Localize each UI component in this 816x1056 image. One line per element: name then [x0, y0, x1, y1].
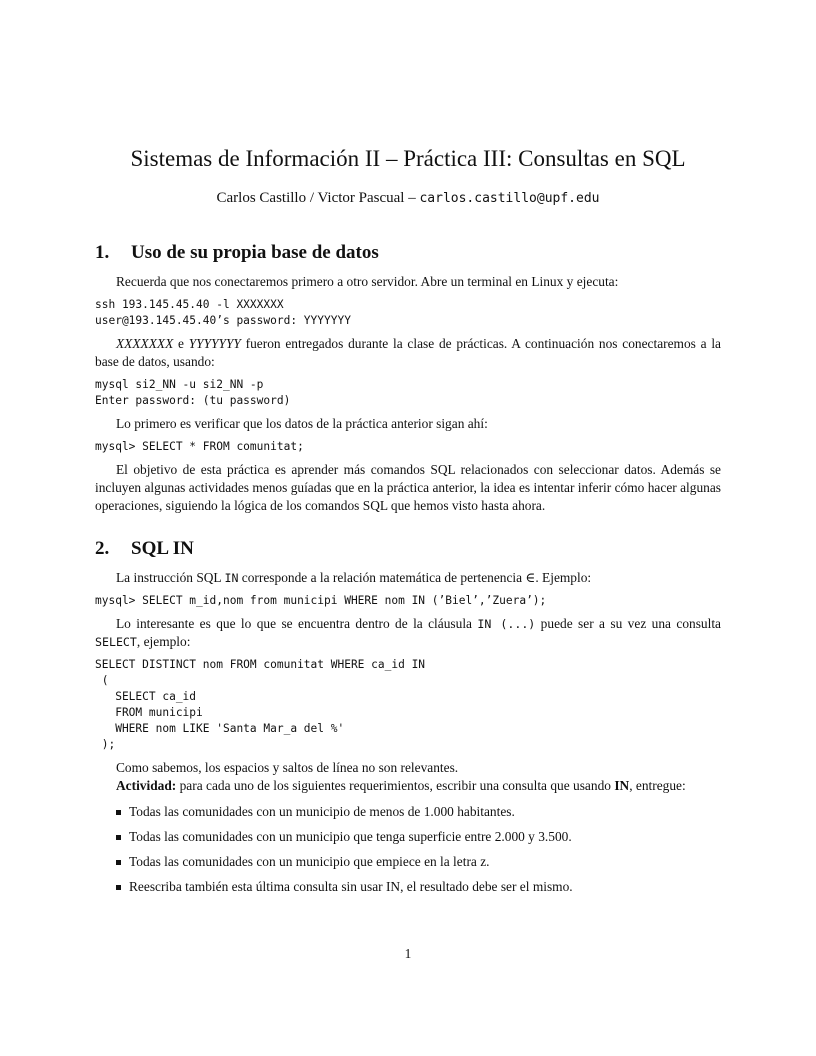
list-item-text: Todas las comunidades con un municipio que tenga superficie entre 2.000 y 3.500. [129, 829, 572, 844]
section-1-paragraph-2 [95, 335, 721, 371]
list-item [95, 853, 721, 871]
section-1-title: Uso de su propia base de datos [131, 242, 379, 263]
text-fragment: fueron entregados durante la clase de prácticas. A continuación nos conectaremos a la base de datos, usando: [95, 336, 721, 369]
text-fragment: La instrucción SQL [116, 570, 225, 585]
document-title: Sistemas de Información II – Práctica III: Consultas en SQL [130, 146, 686, 171]
authors-line [95, 189, 721, 208]
author-email: carlos.castillo@upf.edu [419, 191, 600, 206]
bullet-icon [116, 810, 121, 815]
inline-code: IN (...) [477, 617, 536, 631]
activity-list [95, 803, 721, 896]
list-item-text: Todas las comunidades con un municipio de menos de 1.000 habitantes. [129, 804, 515, 819]
page-number: 1 [404, 946, 412, 961]
activity-paragraph [95, 777, 721, 795]
text-fragment: para cada uno de los siguientes requerimientos, escribir una consulta que usando [176, 778, 615, 793]
code-block-subquery: SELECT DISTINCT nom FROM comunitat WHERE ca_id IN ( SELECT ca_id FROM municipi WHERE nom LIKE 'Santa Mar_a del %' ); [95, 658, 426, 751]
section-2-number: 2. [95, 538, 110, 559]
section-2-paragraph-3: Como sabemos, los espacios y saltos de línea no son relevantes. [116, 760, 459, 775]
list-item-text: Reescriba también esta última consulta sin usar IN, el resultado debe ser el mismo. [129, 879, 573, 894]
inline-code: SELECT [95, 635, 137, 649]
inline-code: IN [224, 571, 239, 585]
activity-label: Actividad: [116, 778, 177, 793]
bullet-icon [116, 885, 121, 890]
document-body [95, 241, 721, 903]
section-1-paragraph-4: El objetivo de esta práctica es aprender más comandos SQL relacionados con seleccionar datos. Además se incluyen algunas actividades menos guíadas que en la práctica anterior, la idea es intentar inferir cómo hacer algunas operaciones, siguiendo la lógica de los comandos SQL que hemos visto hasta ahora. [95, 462, 721, 513]
list-item [95, 878, 721, 896]
section-2-paragraph-1 [95, 569, 721, 587]
section-1-paragraph-3: Lo primero es verificar que los datos de la práctica anterior sigan ahí: [116, 416, 488, 431]
code-block-ssh: ssh 193.145.45.40 -l XXXXXXX user@193.145.45.40’s password: YYYYYYY [95, 298, 351, 327]
text-fragment: , entregue: [629, 778, 686, 793]
text-fragment: e [173, 336, 189, 351]
section-2-heading [95, 537, 721, 561]
text-fragment: puede ser a su vez una consulta [535, 616, 721, 631]
list-item [95, 803, 721, 821]
code-block-in-example: mysql> SELECT m_id,nom from municipi WHERE nom IN (’Biel’,’Zuera’); [95, 594, 547, 607]
activity-bold-in: IN [614, 778, 630, 793]
bullet-icon [116, 860, 121, 865]
section-1-heading [95, 241, 721, 265]
list-item-text: Todas las comunidades con un municipio que empiece en la letra z. [129, 854, 490, 869]
text-fragment: , ejemplo: [136, 634, 191, 649]
code-block-mysql-login: mysql si2_NN -u si2_NN -p Enter password: (tu password) [95, 378, 291, 407]
placeholder-user: XXXXXXX [116, 336, 174, 351]
bullet-icon [116, 835, 121, 840]
text-fragment: Lo interesante es que lo que se encuentra dentro de la cláusula [116, 616, 478, 631]
section-2-paragraph-2 [95, 615, 721, 651]
code-block-select-all: mysql> SELECT * FROM comunitat; [95, 440, 304, 453]
section-1-number: 1. [95, 242, 110, 263]
section-2-title: SQL IN [131, 538, 194, 559]
section-1-paragraph-1: Recuerda que nos conectaremos primero a otro servidor. Abre un terminal en Linux y ejecuta: [116, 274, 619, 289]
author-names: Carlos Castillo / Victor Pascual – [216, 190, 416, 206]
text-fragment: corresponde a la relación matemática de pertenencia ∈. Ejemplo: [238, 570, 592, 585]
placeholder-password: YYYYYYY [188, 336, 241, 351]
document-page [95, 0, 721, 1056]
list-item [95, 828, 721, 846]
